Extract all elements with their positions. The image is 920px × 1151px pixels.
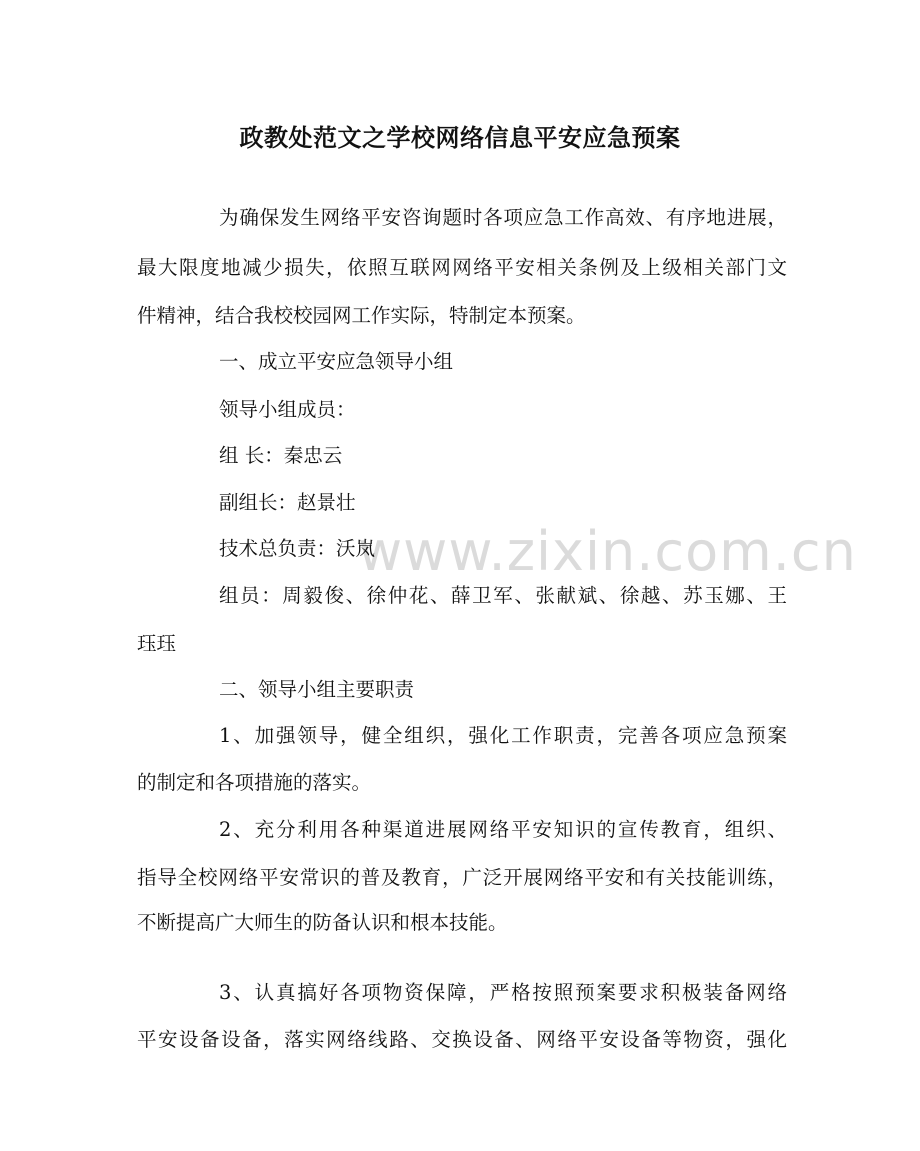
duty-3-line-2: 平安设备设备，落实网络线路、交换设备、网络平安设备等物资，强化	[137, 1028, 787, 1051]
document-title: 政教处范文之学校网络信息平安应急预案	[239, 123, 681, 152]
members-label: 领导小组成员：	[219, 398, 356, 421]
section-heading-2: 二、领导小组主要职责	[219, 678, 415, 701]
duty-2-line-2: 指导全校网络平安常识的普及教育，广泛开展网络平安和有关技能训练，	[137, 866, 787, 889]
duty-2-line-1: 2、充分利用各种渠道进展网络平安知识的宣传教育，组织、	[219, 818, 787, 841]
deputy-leader-line: 副组长：赵景壮	[219, 491, 356, 514]
duty-1-line-2: 的制定和各项措施的落实。	[137, 771, 372, 794]
duty-2-line-3: 不断提高广大师生的防备认识和根本技能。	[137, 911, 508, 934]
members-line-2: 珏珏	[137, 632, 177, 655]
leader-line: 组 长：秦忠云	[219, 444, 343, 467]
tech-head-line: 技术总负责：沃岚	[219, 537, 376, 560]
watermark: www.zixin.com.cn	[358, 520, 857, 583]
duty-3-line-1: 3、认真搞好各项物资保障，严格按照预案要求积极装备网络	[219, 981, 787, 1004]
section-heading-1: 一、成立平安应急领导小组	[219, 350, 454, 373]
duty-1-line-1: 1、加强领导，健全组织，强化工作职责，完善各项应急预案	[219, 724, 787, 747]
members-line-1: 组员：周毅俊、徐仲花、薛卫军、张献斌、徐越、苏玉娜、王	[219, 584, 787, 607]
paragraph-intro-line-1: 为确保发生网络平安咨询题时各项应急工作高效、有序地进展，	[219, 206, 787, 229]
paragraph-intro-line-2: 最大限度地减少损失，依照互联网网络平安相关条例及上级相关部门文	[137, 256, 787, 279]
paragraph-intro-line-3: 件精神，结合我校校园网工作实际，特制定本预案。	[137, 304, 586, 327]
